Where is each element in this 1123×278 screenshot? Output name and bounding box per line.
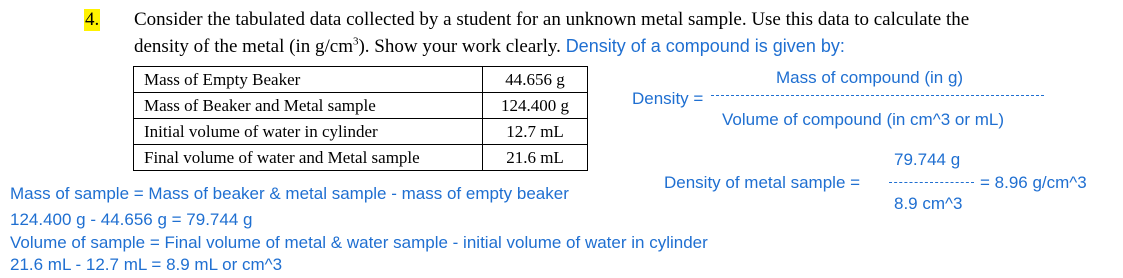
- calc-result: = 8.96 g/cm^3: [980, 173, 1087, 192]
- work-line-volume-calc: 21.6 mL - 12.7 mL = 8.9 mL or cm^3: [10, 255, 283, 274]
- row-label: Initial volume of water in cylinder: [134, 119, 483, 145]
- row-label: Mass of Empty Beaker: [134, 67, 483, 93]
- question-text-line2-part2: ). Show your work clearly.: [358, 36, 561, 57]
- calc-numerator: 79.744 g: [894, 150, 961, 169]
- formula-fraction-bar: [711, 95, 1044, 96]
- row-value: 124.400 g: [483, 93, 588, 119]
- work-line-mass-calc: 124.400 g - 44.656 g = 79.744 g: [10, 210, 253, 229]
- data-table: [133, 66, 588, 171]
- work-line-mass-formula: Mass of sample = Mass of beaker & metal sample - mass of empty beaker: [10, 184, 569, 203]
- row-value: 21.6 mL: [483, 145, 588, 171]
- question-text-line2: [134, 35, 845, 58]
- table-row: [134, 145, 588, 171]
- calc-denominator: 8.9 cm^3: [894, 194, 963, 213]
- calc-label: Density of metal sample =: [664, 173, 861, 192]
- calc-fraction-bar: [889, 182, 974, 183]
- row-value: 44.656 g: [483, 67, 588, 93]
- question-number: 4.: [85, 9, 100, 30]
- question-text-line1: Consider the tabulated data collected by a student for an unknown metal sample. Use this data to calculate the: [134, 9, 970, 30]
- density-definition-prompt: Density of a compound is given by:: [565, 36, 845, 56]
- cubed-superscript: 3: [352, 35, 359, 48]
- table-row: [134, 93, 588, 119]
- row-label: Mass of Beaker and Metal sample: [134, 93, 483, 119]
- formula-numerator: Mass of compound (in g): [776, 68, 964, 87]
- formula-denominator: Volume of compound (in cm^3 or mL): [722, 110, 1004, 129]
- question-text-line2-part1: density of the metal (in g/cm: [134, 36, 353, 57]
- table-row: [134, 67, 588, 93]
- row-label: Final volume of water and Metal sample: [134, 145, 483, 171]
- cut-off-text-fragment: [200, 273, 960, 278]
- formula-label: Density =: [632, 89, 704, 108]
- row-value: 12.7 mL: [483, 119, 588, 145]
- work-line-volume-formula: Volume of sample = Final volume of metal & water sample - initial volume of water in cylinder: [10, 233, 708, 252]
- table-row: [134, 119, 588, 145]
